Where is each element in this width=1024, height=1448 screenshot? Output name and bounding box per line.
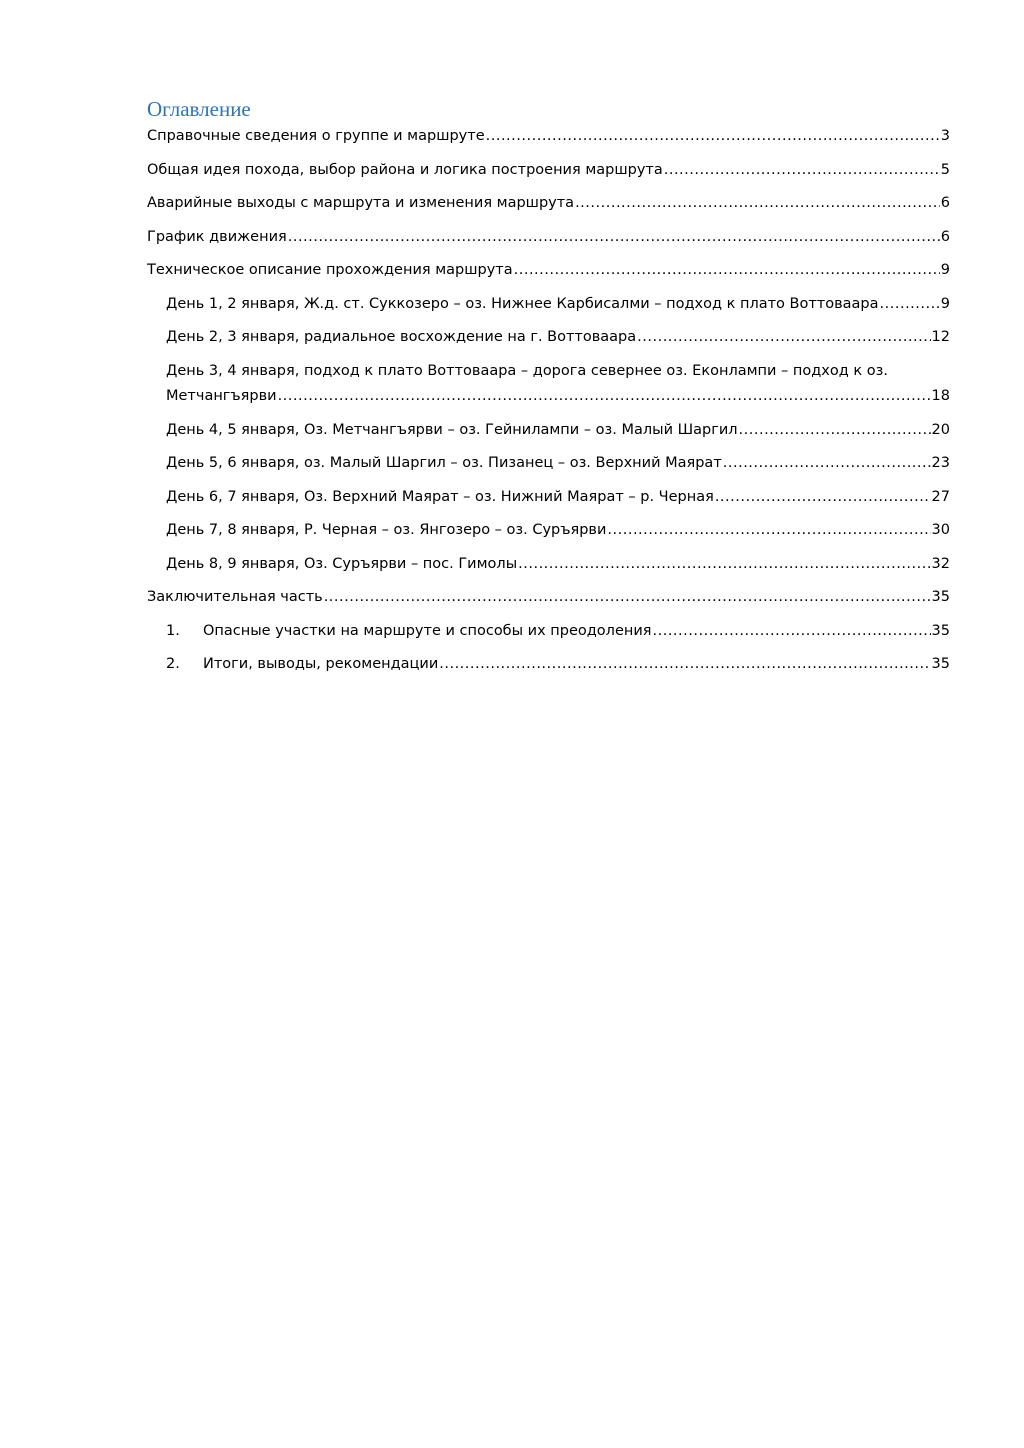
toc-page-number: 3 xyxy=(940,128,950,144)
toc-dot-leader xyxy=(324,585,931,609)
toc-entry-title: День 1, 2 января, Ж.д. ст. Суккозеро – оз. Нижнее Карбисалми – подход к плато Воттоваара xyxy=(166,295,879,312)
toc-dot-leader xyxy=(880,292,940,316)
toc-page-number: 35 xyxy=(931,656,950,672)
toc-page-number: 5 xyxy=(940,161,950,178)
toc-dot-leader xyxy=(486,124,940,148)
toc-entry-title: Справочные сведения о группе и маршруте xyxy=(147,128,485,144)
toc-page-number: 9 xyxy=(940,295,950,312)
toc-entry-title: День 5, 6 января, оз. Малый Шаргил – оз. Пизанец – оз. Верхний Маярат xyxy=(166,455,722,471)
toc-entry[interactable] xyxy=(147,485,950,509)
toc-page-number: 35 xyxy=(931,622,950,639)
toc-entry-number: 2. xyxy=(166,656,180,672)
toc-page-number: 23 xyxy=(931,455,950,471)
toc-entry[interactable] xyxy=(147,359,950,409)
toc-page-number: 6 xyxy=(940,195,950,211)
toc-entry[interactable] xyxy=(147,225,950,249)
toc-dot-leader xyxy=(439,652,930,676)
toc-dot-leader xyxy=(637,325,930,349)
toc-entry[interactable] xyxy=(147,451,950,475)
toc-dot-leader xyxy=(607,518,930,542)
toc-entry[interactable] xyxy=(147,258,950,282)
toc-page-number: 35 xyxy=(931,589,950,605)
toc-entry-title: День 4, 5 января, Оз. Метчангъярви – оз. Гейнилампи – оз. Малый Шаргил xyxy=(166,421,738,438)
toc-entry-title: График движения xyxy=(147,228,287,245)
toc-entry[interactable] xyxy=(147,552,950,576)
toc-entry[interactable] xyxy=(147,325,950,349)
toc-page-number: 27 xyxy=(931,488,950,505)
toc-entry-title: День 7, 8 января, Р. Черная – оз. Янгозеро – оз. Суръярви xyxy=(166,522,607,538)
toc-entry[interactable] xyxy=(147,518,950,542)
toc-entry[interactable] xyxy=(147,191,950,215)
toc-dot-leader xyxy=(739,418,931,442)
toc-dot-leader xyxy=(518,552,930,576)
toc-entry-title: Опасные участки на маршруте и способы их преодоления xyxy=(203,622,652,639)
toc-entry-title: Итоги, выводы, рекомендации xyxy=(203,656,439,672)
toc-entry-title: Аварийные выходы с маршрута и изменения маршрута xyxy=(147,195,575,211)
table-of-contents xyxy=(147,96,950,686)
toc-page-number: 30 xyxy=(931,522,950,538)
toc-dot-leader xyxy=(575,191,940,215)
toc-entry-title: Общая идея похода, выбор района и логика построения маршрута xyxy=(147,161,663,178)
toc-dot-leader xyxy=(715,485,931,509)
toc-dot-leader xyxy=(288,225,940,249)
toc-entry-title-line1: День 3, 4 января, подход к плато Воттоваара – дорога севернее оз. Еконлампи – подход к оз. xyxy=(166,362,888,379)
toc-entry[interactable] xyxy=(147,124,950,148)
toc-page-number: 32 xyxy=(931,555,950,572)
toc-entry[interactable] xyxy=(147,619,950,643)
toc-entry[interactable] xyxy=(147,418,950,442)
toc-dot-leader xyxy=(278,384,931,408)
toc-page-number: 6 xyxy=(940,228,950,245)
toc-entry[interactable] xyxy=(147,158,950,182)
toc-entry-number: 1. xyxy=(166,622,180,639)
toc-entry-title: День 2, 3 января, радиальное восхождение на г. Воттоваара xyxy=(166,329,637,345)
toc-entry[interactable] xyxy=(147,652,950,676)
toc-page-number: 20 xyxy=(931,421,950,438)
toc-heading: Оглавление xyxy=(147,97,251,121)
toc-page-number: 12 xyxy=(931,329,950,345)
toc-dot-leader xyxy=(723,451,931,475)
toc-page-number: 9 xyxy=(940,262,950,278)
toc-page-number: 18 xyxy=(931,388,950,404)
toc-entry-title: День 8, 9 января, Оз. Суръярви – пос. Гимолы xyxy=(166,555,518,572)
toc-entry[interactable] xyxy=(147,585,950,609)
toc-entry-title: Техническое описание прохождения маршрута xyxy=(147,262,513,278)
toc-dot-leader xyxy=(514,258,940,282)
toc-entry-title: Заключительная часть xyxy=(147,589,323,605)
toc-entry[interactable] xyxy=(147,292,950,316)
toc-entry-title-line2: Метчангъярви xyxy=(166,388,277,404)
toc-dot-leader xyxy=(664,158,940,182)
toc-dot-leader xyxy=(653,619,931,643)
toc-entry-title: День 6, 7 января, Оз. Верхний Маярат – оз. Нижний Маярат – р. Черная xyxy=(166,488,714,505)
